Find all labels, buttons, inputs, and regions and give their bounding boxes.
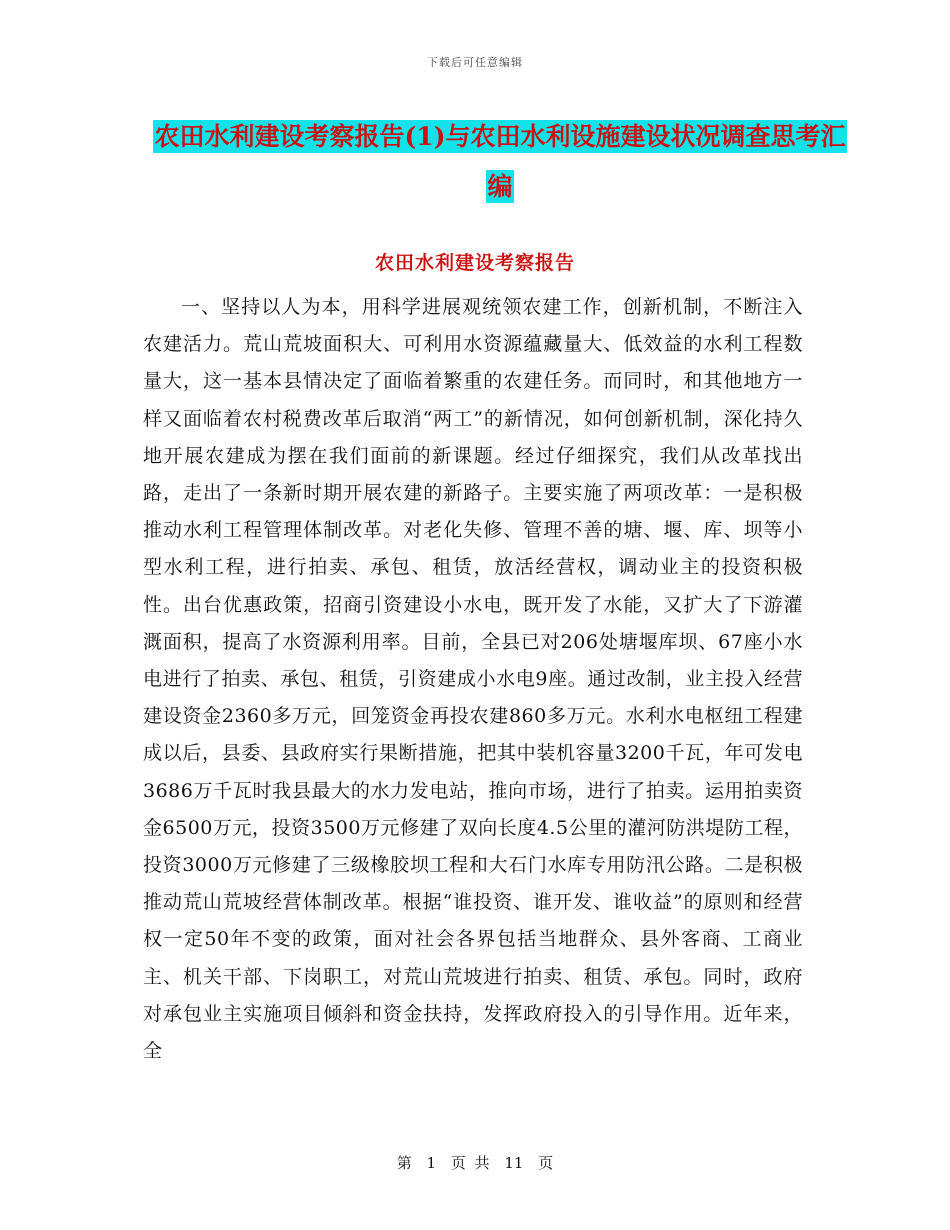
header-note: 下载后可任意编辑 (427, 56, 523, 69)
page-label-middle: 页 共 (450, 1154, 490, 1172)
page-label-suffix: 页 (538, 1154, 554, 1172)
document-title (150, 112, 850, 212)
page-label-prefix: 第 (396, 1154, 412, 1172)
document-title-text: 农田水利建设考察报告(1)与农田水利设施建设状况调查思考汇编 (154, 122, 846, 201)
section-title: 农田水利建设考察报告 (374, 252, 575, 274)
page-footer (0, 1152, 950, 1173)
page-current: 1 (426, 1154, 437, 1172)
page-total: 11 (504, 1154, 524, 1172)
body-paragraph: 一、坚持以人为本，用科学进展观统领农建工作，创新机制，不断注入农建活力。荒山荒坡面积大、可利用水资源蕴藏量大、低效益的水利工程数量大，这一基本县情决定了面临着繁重的农建任务。而同时，和其他地方一样又面临着农村税费改革后取消“两工”的新情况，如何创新机制，深化持久地开展农建成为摆在我们面前的新课题。经过仔细探究，我们从改革找出路，走出了一条新时期开展农建的新路子。主要实施了两项改革：一是积极推动水利工程管理体制改革。对老化失修、管理不善的塘、堰、库、坝等小型水利工程，进行拍卖、承包、租赁，放活经营权，调动业主的投资积极性。出台优惠政策，招商引资建设小水电，既开发了水能，又扩大了下游灌溉面积，提高了水资源利用率。目前，全县已对206处塘堰库坝、67座小水电进行了拍卖、承包、租赁，引资建成小水电9座。通过改制，业主投入经营建设资金2360多万元，回笼资金再投农建860多万元。水利水电枢纽工程建成以后，县委、县政府实行果断措施，把其中装机容量3200千瓦，年可发电3686万千瓦时我县最大的水力发电站，推向市场，进行了拍卖。运用拍卖资金6500万元，投资3500万元修建了双向长度4.5公里的灌河防洪堤防工程，投资3000万元修建了三级橡胶坝工程和大石门水库专用防汛公路。二是积极推动荒山荒坡经营体制改革。根据“谁投资、谁开发、谁收益”的原则和经营权一定50年不变的政策，面对社会各界包括当地群众、县外客商、工商业主、机关干部、下岗职工，对荒山荒坡进行拍卖、租赁、承包。同时，政府对承包业主实施项目倾斜和资金扶持，发挥政府投入的引导作用。近年来，全 (143, 296, 803, 1063)
